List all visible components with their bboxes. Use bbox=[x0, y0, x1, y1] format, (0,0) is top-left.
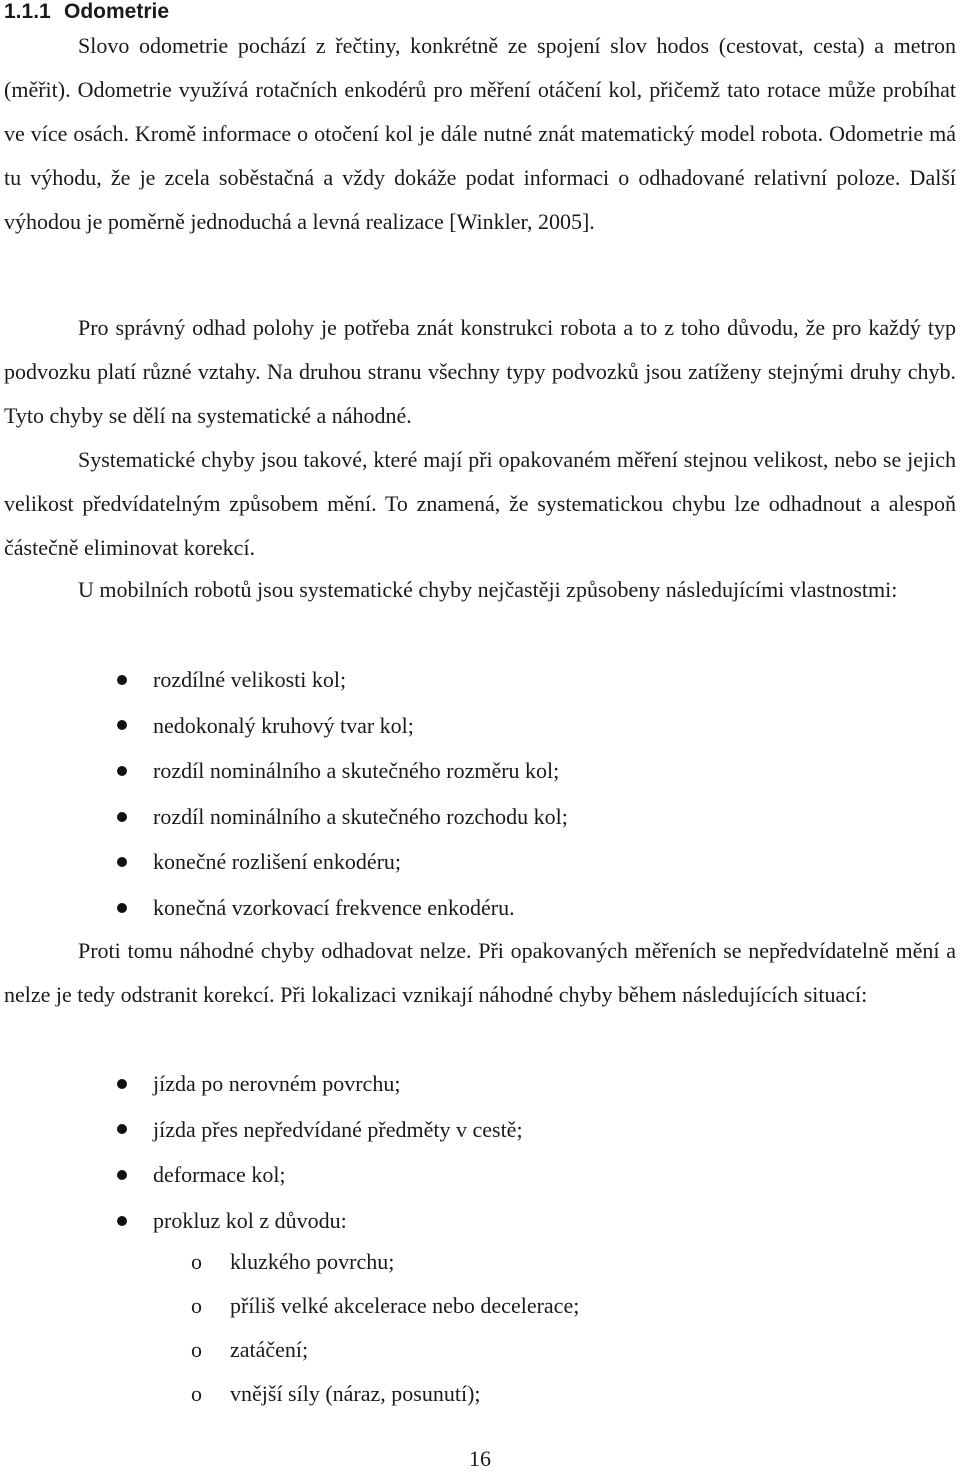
bullet-icon bbox=[117, 766, 127, 776]
bullet-icon bbox=[117, 720, 127, 730]
circle-bullet-icon: o bbox=[191, 1249, 202, 1274]
bullet-icon bbox=[117, 857, 127, 867]
list-item: rozdíl nominálního a skutečného rozchodu kol; bbox=[4, 794, 956, 840]
bullet-icon bbox=[117, 1170, 127, 1180]
list-item: jízda přes nepředvídané předměty v cestě; bbox=[4, 1107, 956, 1153]
section-heading bbox=[4, 0, 169, 24]
paragraph-intro: Slovo odometrie pochází z řečtiny, konkrétně ze spojení slov hodos (cestovat, cesta) a metron (měřit). Odometrie využívá rotačních enkodérů pro měření otáčení kol, přičemž tato rotace může probíhat ve více osách. Kromě informace o otočení kol je dále nutné znát matematický model robota. Odometrie má tu výhodu, že je zcela soběstačná a vždy dokáže podat informaci o odhadované relativní poloze. Další výhodou je poměrně jednoduchá a levná realizace [Winkler, 2005]. bbox=[4, 33, 956, 234]
list-item: rozdílné velikosti kol; bbox=[4, 657, 956, 703]
list-item: prokluz kol z důvodu: bbox=[4, 1198, 956, 1244]
list-item: rozdíl nominálního a skutečného rozměru kol; bbox=[4, 748, 956, 794]
circle-bullet-icon: o bbox=[191, 1337, 202, 1362]
bullet-icon bbox=[117, 812, 127, 822]
paragraph-mobile-robots: U mobilních robotů jsou systematické chyby nejčastěji způsobeny následujícími vlastnostmi: bbox=[78, 577, 898, 602]
systematic-causes-list bbox=[4, 657, 956, 931]
list-item: o příliš velké akcelerace nebo decelerace; bbox=[4, 1284, 956, 1328]
list-item: nedokonalý kruhový tvar kol; bbox=[4, 703, 956, 749]
list-item: konečná vzorkovací frekvence enkodéru. bbox=[4, 885, 956, 931]
circle-bullet-icon: o bbox=[191, 1293, 202, 1318]
list-item: o kluzkého povrchu; bbox=[4, 1240, 956, 1284]
list-item: o zatáčení; bbox=[4, 1328, 956, 1372]
list-item: konečné rozlišení enkodéru; bbox=[4, 839, 956, 885]
section-title: Odometrie bbox=[64, 0, 170, 23]
list-item: jízda po nerovném povrchu; bbox=[4, 1061, 956, 1107]
paragraph-systematic: Systematické chyby jsou takové, které mají při opakovaném měření stejnou velikost, nebo se jejich velikost předvídatelným způsobem mění. To znamená, že systematickou chybu lze odhadnout a alespoň částečně eliminovat korekcí. bbox=[4, 447, 956, 560]
slip-reasons-list bbox=[4, 1240, 956, 1416]
bullet-icon bbox=[117, 675, 127, 685]
paragraph-random: Proti tomu náhodné chyby odhadovat nelze. Při opakovaných měřeních se nepředvídatelně mění a nelze je tedy odstranit korekcí. Při lokalizaci vznikají náhodné chyby během následujících situací: bbox=[4, 938, 956, 1007]
bullet-icon bbox=[117, 1079, 127, 1089]
bullet-icon bbox=[117, 1216, 127, 1226]
circle-bullet-icon: o bbox=[191, 1381, 202, 1406]
paragraph-chassis: Pro správný odhad polohy je potřeba znát konstrukci robota a to z toho důvodu, že pro každý typ podvozku platí různé vztahy. Na druhou stranu všechny typy podvozků jsou zatíženy stejnými druhy chyb. Tyto chyby se dělí na systematické a náhodné. bbox=[4, 315, 956, 428]
bullet-icon bbox=[117, 903, 127, 913]
list-item: o vnější síly (náraz, posunutí); bbox=[4, 1372, 956, 1416]
section-number: 1.1.1 bbox=[4, 0, 51, 23]
bullet-icon bbox=[117, 1124, 127, 1134]
list-item: deformace kol; bbox=[4, 1152, 956, 1198]
page-number: 16 bbox=[469, 1446, 491, 1471]
random-causes-list bbox=[4, 1061, 956, 1243]
